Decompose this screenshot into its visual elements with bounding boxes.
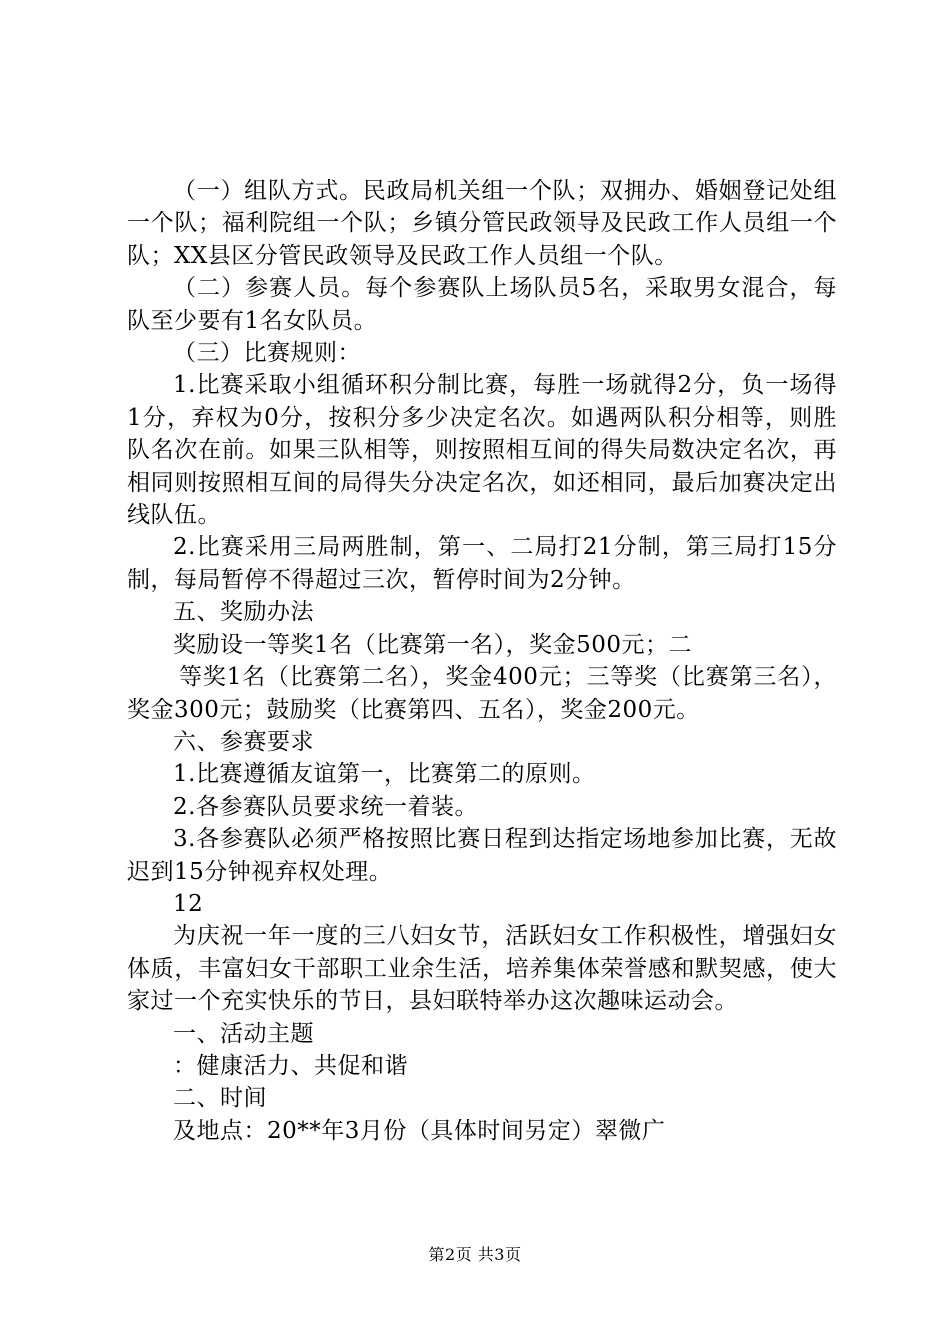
paragraph-number: 12 [173,890,204,917]
paragraph-requirement-3: 3.各参赛队必须严格按照比赛日程到达指定场地参加比赛，无故迟到15分钟视弃权处理。 [127,826,837,885]
document-body [127,175,837,1147]
paragraph-requirement-2: 2.各参赛队员要求统一着装。 [173,793,478,820]
page-footer: 第2页 共3页 [428,1245,522,1264]
paragraph-participants: （二）参赛人员。每个参赛队上场队员5名，采取男女混合，每队至少要有1名女队员。 [127,275,837,334]
section-heading-awards: 五、奖励办法 [173,599,314,626]
paragraph-awards-line-2: 等奖1名（比赛第二名），奖金400元；三等奖（比赛第三名），奖金300元；鼓励奖（比赛第四、五名），奖金200元。 [127,664,837,723]
paragraph-rule-1: 1.比赛采取小组循环积分制比赛，每胜一场就得2分，负一场得1分，弃权为0分，按积分多少决定名次。如遇两队积分相等，则胜队名次在前。如果三队相等，则按照相互间的得失局数决定名次，再相同则按照相互间的局得失分决定名次，如还相同，最后加赛决定出线队伍。 [127,372,837,529]
paragraph-rules-heading: （三）比赛规则： [173,340,361,367]
paragraph-requirement-1: 1.比赛遵循友谊第一，比赛第二的原则。 [173,761,596,788]
paragraph-event-intro: 为庆祝一年一度的三八妇女节，活跃妇女工作积极性，增强妇女体质，丰富妇女干部职工业余生活，培养集体荣誉感和默契感，使大家过一个充实快乐的节日，县妇联特举办这次趣味运动会。 [127,923,837,1015]
section-heading-time: 二、时间 [173,1085,267,1112]
paragraph-awards-line-1: 奖励设一等奖1名（比赛第一名），奖金500元；二 [173,631,693,658]
paragraph-team-formation: （一）组队方式。民政局机关组一个队；双拥办、婚姻登记处组一个队；福利院组一个队；乡镇分管民政领导及民政工作人员组一个队；XX县区分管民政领导及民政工作人员组一个队。 [127,178,837,269]
paragraph-theme: ：健康活力、共促和谐 [173,1052,408,1079]
paragraph-rule-2: 2.比赛采用三局两胜制，第一、二局打21分制，第三局打15分制，每局暂停不得超过三次，暂停时间为2分钟。 [127,534,837,593]
paragraph-time-place: 及地点：20**年3月份（具体时间另定）翠微广 [173,1117,666,1144]
section-heading-requirements: 六、参赛要求 [173,728,314,755]
section-heading-theme: 一、活动主题 [173,1020,314,1047]
